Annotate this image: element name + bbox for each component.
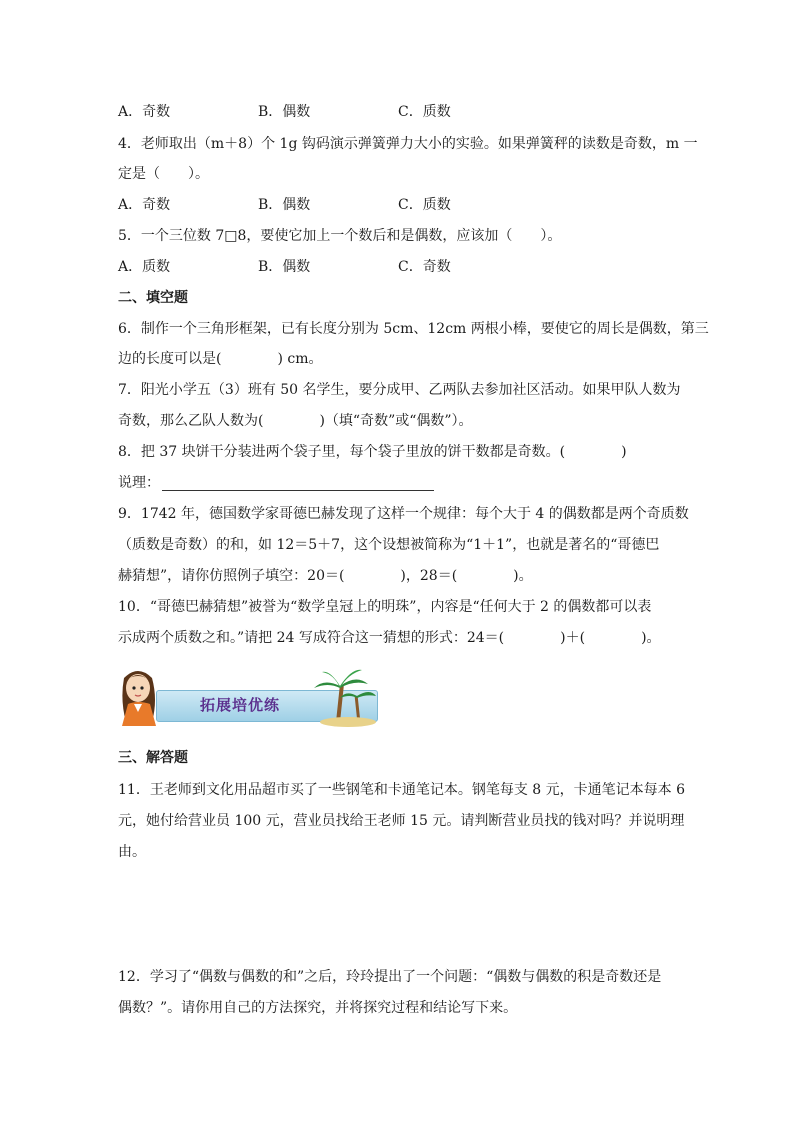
q4-option-a[interactable]: A．奇数: [118, 197, 171, 213]
q9-line-2: （质数是奇数）的和，如 12＝5＋7，这个设想被简称为“1＋1”，也就是著名的“哥德巴: [118, 537, 660, 553]
q8-line-1: 8．把 37 块饼干分装进两个袋子里，每个袋子里放的饼干数都是奇数。( ): [118, 444, 627, 460]
q10-line-2: 示成两个质数之和。”请把 24 写成符合这一猜想的形式：24＝( )＋( )。: [118, 630, 661, 646]
q5-option-a[interactable]: A．质数: [118, 259, 171, 275]
section-banner: [116, 660, 378, 730]
q6-line-2: 边的长度可以是( ) cm。: [118, 351, 323, 367]
q9-line-1: 9．1742 年，德国数学家哥德巴赫发现了这样一个规律：每个大于 4 的偶数都是两个奇质数: [118, 506, 689, 522]
q7-line-2: 奇数，那么乙队人数为( )（填“奇数”或“偶数”）。: [118, 413, 473, 429]
q9-line-3: 赫猜想”，请你仿照例子填空：20＝( )，28＝( )。: [118, 568, 533, 584]
answer-underline[interactable]: [162, 490, 434, 491]
sand-island: [320, 717, 376, 727]
q5-option-c[interactable]: C．奇数: [398, 259, 451, 275]
q12-line-2: 偶数？”。请你用自己的方法探究，并将探究过程和结论写下来。: [118, 1000, 518, 1016]
q4-option-b[interactable]: B．偶数: [258, 197, 311, 213]
section-heading-fill-in: 二、填空题: [118, 290, 188, 306]
q11-line-3: 由。: [118, 844, 146, 860]
q4-option-c[interactable]: C．质数: [398, 197, 451, 213]
q3-option-a[interactable]: A．奇数: [118, 104, 171, 120]
q3-option-b[interactable]: B．偶数: [258, 104, 311, 120]
section-heading-solve: 三、解答题: [118, 750, 188, 766]
q4-line-2: 定是（ ）。: [118, 166, 209, 182]
q4-line-1: 4．老师取出（m＋8）个 1g 钩码演示弹簧弹力大小的实验。如果弹簧秤的读数是奇数，m 一: [118, 136, 698, 152]
q5-option-b[interactable]: B．偶数: [258, 259, 311, 275]
q7-line-1: 7．阳光小学五（3）班有 50 名学生，要分成甲、乙两队去参加社区活动。如果甲队人数为: [118, 382, 681, 398]
q12-line-1: 12．学习了“偶数与偶数的和”之后，玲玲提出了一个问题：“偶数与偶数的积是奇数还是: [118, 969, 662, 985]
q10-line-1: 10．“哥德巴赫猜想”被誉为“数学皇冠上的明珠”，内容是“任何大于 2 的偶数都可以表: [118, 599, 652, 615]
girl-icon: [122, 671, 156, 726]
q6-line-1: 6．制作一个三角形框架，已有长度分别为 5cm、12cm 两根小棒，要使它的周长是偶数，第三: [118, 321, 709, 337]
palm-tree-icon: [314, 670, 376, 722]
banner-title: 拓展培优练: [200, 696, 281, 714]
q3-option-c[interactable]: C．质数: [398, 104, 451, 120]
q8-line-2: 说理：: [118, 475, 160, 491]
q5-line-1: 5．一个三位数 7□8，要使它加上一个数后和是偶数，应该加（ ）。: [118, 228, 562, 244]
q11-line-2: 元，她付给营业员 100 元，营业员找给王老师 15 元。请判断营业员找的钱对吗？并说明理: [118, 813, 685, 829]
q11-line-1: 11．王老师到文化用品超市买了一些钢笔和卡通笔记本。钢笔每支 8 元，卡通笔记本每本 6: [118, 782, 685, 798]
